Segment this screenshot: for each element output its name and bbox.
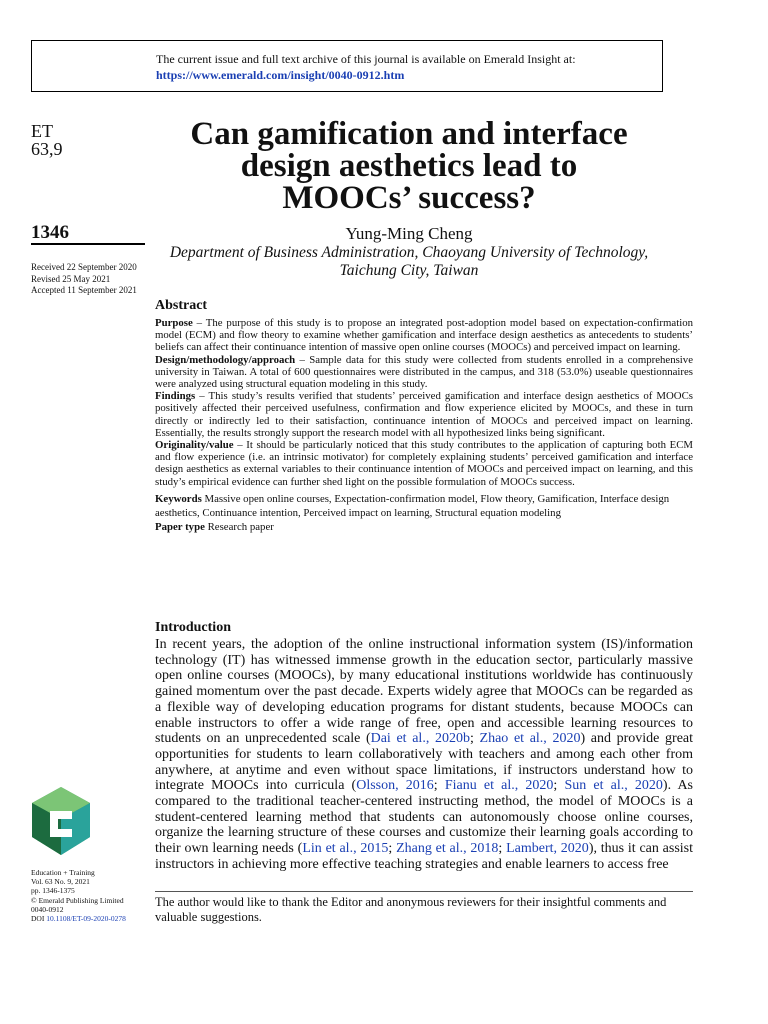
journal-banner [31,40,663,92]
journal-code [31,122,63,158]
intro-text: ; [498,841,507,857]
paper-type [155,520,693,534]
abstract-findings [155,390,693,439]
purpose-label: Purpose [155,317,193,329]
journal-name: Education + Training [31,868,95,877]
citation-link[interactable]: Zhang et al., 2018 [396,841,499,857]
journal-logo-icon [30,785,92,857]
keywords-text: Massive open online courses, Expectation-confirmation model, Flow theory, Gamification, Interface design aesthetics, Continuance intention, Perceived impact on learning, Structural equation modeling [155,492,670,519]
design-label: Design/methodology/approach [155,353,296,366]
purpose-text: – The purpose of this study is to propose an integrated post-adoption model based on expectation-confirmation model (ECM) and flow theory to examine whether gamification and interface design aesthetics as antecedents to students’ beliefs can affect their continuance intention of massive open online courses (MOOCs) and perceived impact on learning. [155,317,693,354]
title-line: MOOCs’ success? [282,180,536,216]
journal-abbrev: ET [31,121,53,141]
page-number: 1346 [31,222,69,243]
citation-link[interactable]: Lambert, 2020 [506,841,589,857]
title-line: design aesthetics lead to [240,148,578,184]
citation-link[interactable]: Dai et al., 2020b [370,731,470,747]
citation-link[interactable]: Fianu et al., 2020 [444,778,554,794]
abstract-section [155,298,693,534]
journal-volume-issue: 63,9 [31,139,63,159]
findings-text: – This study’s results verified that students’ perceived gamification and interface design aesthetics of MOOCs positively affected their perceived usefulness, confirmation and flow experience elicited by MOOCs, and these in turn directly or indirectly led to their satisfaction, continuance intention of MOOCs and perceived impact on learning. Essentially, the results strongly support the research model with all hypothesized links being significant. [155,390,693,439]
design-text: – Sample data for this study were collected from students enrolled in a comprehensive university in Taiwan. A total of 600 questionnaires were distributed in the campus, and 318 (53.0%) useable questionnaires were analyzed using structural equation modeling in this study. [155,353,693,391]
publication-info [31,868,126,923]
abstract-originality [155,439,693,488]
originality-label: Originality/value [155,439,234,452]
findings-label: Findings [155,390,196,403]
introduction-heading: Introduction [155,620,231,635]
intro-text: ; [553,778,565,794]
affiliation-line: Taichung City, Taiwan [339,262,479,279]
revised-date: Revised 25 May 2021 [31,273,111,284]
received-date: Received 22 September 2020 [31,262,137,272]
citation-link[interactable]: Zhao et al., 2020 [479,731,581,747]
abstract-heading: Abstract [155,298,208,313]
banner-text: The current issue and full text archive of this journal is available on Emerald Insight at: [156,52,576,66]
footnote-rule [155,891,693,892]
paper-type-label: Paper type [155,520,205,533]
abstract-purpose [155,317,693,354]
doi-line [31,914,126,923]
intro-text: ; [388,841,397,857]
page-range: pp. 1346-1375 [31,886,75,896]
originality-text: – It should be particularly noticed that this study contributes to the application of capturing both ECM and flow experience (i.e. an intrinsic motivator) for completely explaining students’ perceived gamification and interface design aesthetics as external variables to their continuance intention of MOOCs and perceived impact on learning, and this study’s empirical evidence can further shed light on the possible formulation of MOOCs success. [155,439,693,488]
citation-link[interactable]: Lin et al., 2015 [302,841,389,857]
doi-label: DOI [31,914,47,924]
affiliation-line: Department of Business Administration, Chaoyang University of Technology, [169,244,649,261]
author-affiliation [155,244,663,280]
article-title [155,118,663,214]
title-line: Can gamification and interface [190,116,628,152]
keywords [155,492,693,520]
author-name: Yung-Ming Cheng [345,224,473,243]
intro-text: In recent years, the adoption of the online instructional information system (IS)/information technology (IT) has witnessed immense growth in the education sector, particularly massive open online courses (MOOCs), by many educational institutions worldwide has continuously gained momentum over the past decade. Experts widely agree that MOOCs can be regarded as a flexible way of developing education programs for distant students, because MOOCs can enable instructors to offer a wide range of free, open and accessible learning resources to students on an unprecedented scale ( [155,637,693,747]
introduction-body [155,637,693,873]
intro-text: ), thus it can assist instructors in achieving more effective teaching strategies and enable learners to access free [155,841,694,872]
citation-link[interactable]: Olsson, 2016 [356,778,434,794]
volume-info: Vol. 63 No. 9, 2021 [31,877,90,887]
journal-url-link[interactable]: https://www.emerald.com/insight/0040-0912.htm [156,68,405,82]
citation-link[interactable]: Sun et al., 2020 [564,778,663,794]
intro-text: ). As compared to the traditional teacher-centered instructing method, the model of MOOCs is a student-centered learning method that students can autonomously choose online courses, organize the learning structure of these courses and customize their learning goals according to their own learning needs ( [155,778,694,857]
submission-dates [31,262,137,297]
issn: 0040-0912 [31,904,64,914]
doi-link[interactable]: 10.1108/ET-09-2020-0278 [46,914,126,924]
keywords-label: Keywords [155,492,202,505]
intro-text: ; [433,778,445,794]
copyright: © Emerald Publishing Limited [31,895,124,905]
page-number-rule [31,243,145,245]
acknowledgement-footnote: The author would like to thank the Editor and anonymous reviewers for their insightful comments and valuable suggestions. [155,895,667,924]
introduction-section [155,620,693,873]
intro-text: ) and provide great opportunities for students to learn collaboratively with teachers and among each other from anywhere, at anytime and even without space limitations, if instructors understand how to integrate MOOCs into curricula ( [155,731,694,794]
intro-text: ; [469,731,480,747]
accepted-date: Accepted 11 September 2021 [31,285,137,295]
abstract-design [155,354,693,391]
paper-type-text: Research paper [204,520,274,533]
